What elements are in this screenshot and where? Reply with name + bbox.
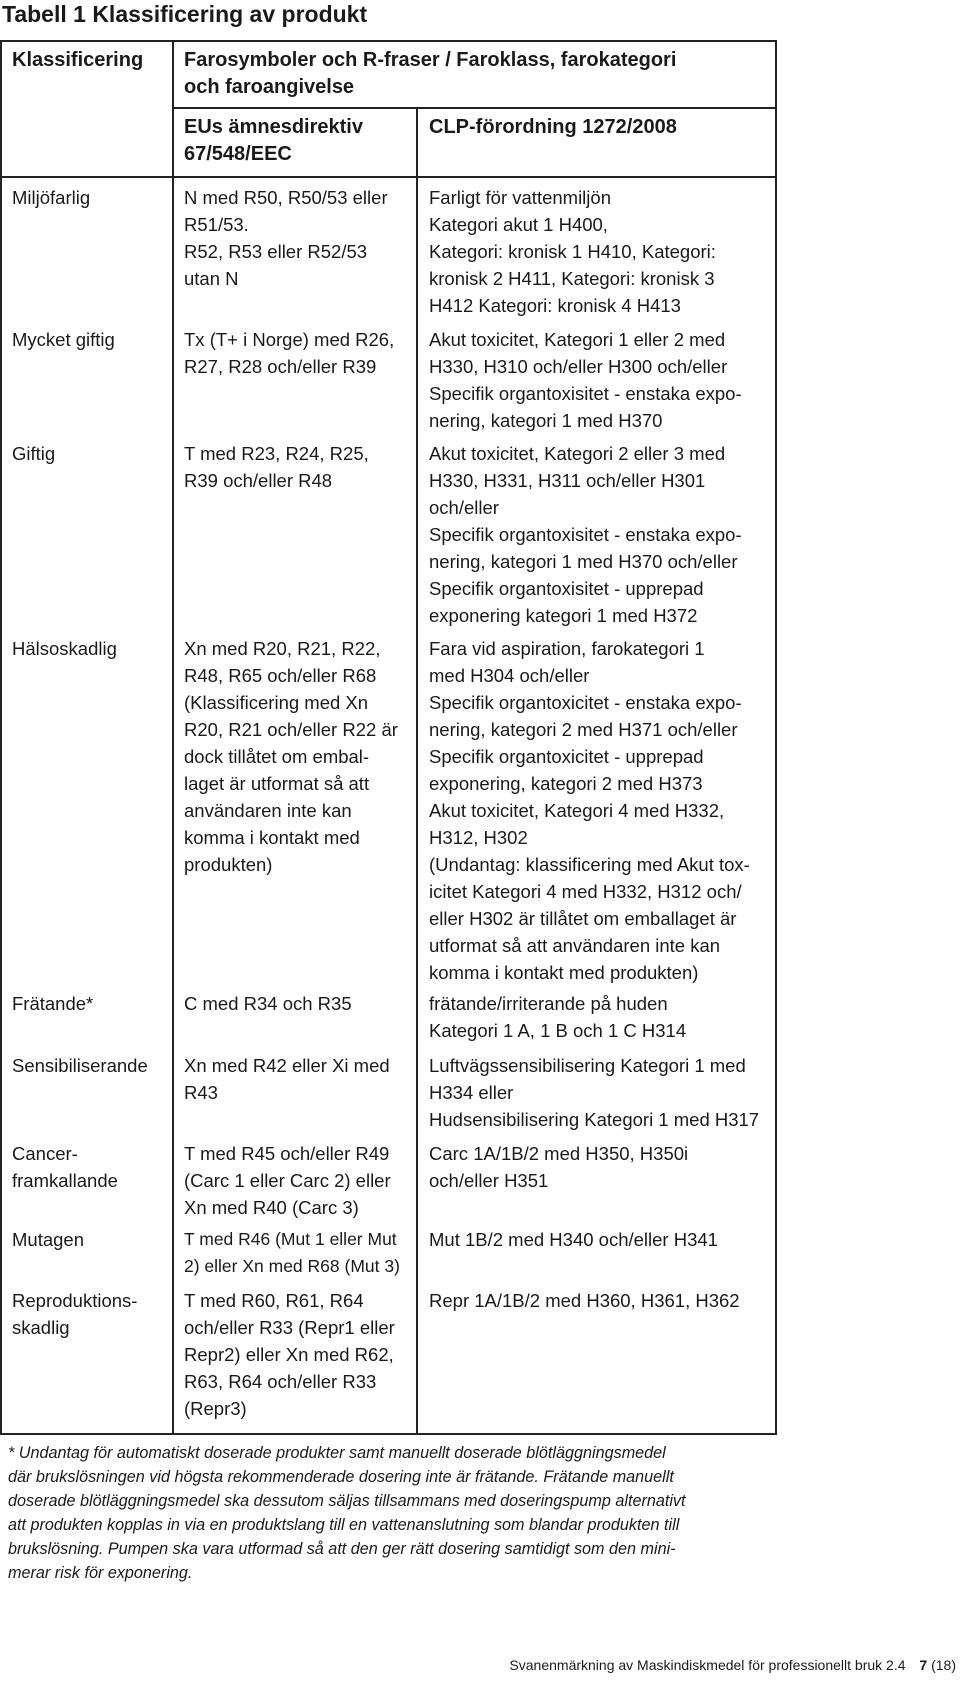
page-number: 7 xyxy=(919,1657,928,1673)
header-farosymboler: Farosymboler och R-fraser / Faroklass, farokategori och faroangivelse xyxy=(184,49,677,98)
row-miljofarlig-eu: N med R50, R50/53 eller R51/53. R52, R53 eller R52/53 utan N xyxy=(184,187,388,289)
row-halsoskadlig-clp: Fara vid aspiration, farokategori 1 med H304 och/eller Specifik organtoxicitet - enstaka expo- nering, kategori 2 med H371 och/eller Specifik organtoxicitet - upprepad exponering, kategori 2 med H373 Akut toxicitet, Kategori 4 med H332, H312, H302 (Undantag: klassificering med Akut tox- icitet Kategori 4 med H332, H312 och/ eller H302 är tillåtet om emballaget är utformat så att användaren inte kan komma i kontakt med produkten) xyxy=(429,638,750,983)
footer-text: Svanenmärkning av Maskindiskmedel för professionellt bruk 2.4 xyxy=(509,1657,906,1673)
row-sensibiliserande-clp: Luftvägssensibilisering Kategori 1 med H334 eller Hudsensibilisering Kategori 1 med H317 xyxy=(429,1055,760,1130)
row-sensibiliserande-eu: Xn med R42 eller Xi med R43 xyxy=(184,1055,390,1103)
row-miljofarlig-class: Miljöfarlig xyxy=(12,187,91,208)
row-giftig-eu: T med R23, R24, R25, R39 och/eller R48 xyxy=(184,443,369,491)
page-total: (18) xyxy=(931,1657,956,1673)
row-mutagen-clp: Mut 1B/2 med H340 och/eller H341 xyxy=(429,1229,718,1250)
footnote: * Undantag för automatiskt doserade produkter samt manuellt doserade blötläggningsmedel där brukslösningen vid högsta rekommenderade dosering inte är frätande. Frätande manuellt doserade blötläggningsmedel ska dessutom säljas tillsammans med doseringspump alternativt att produkten kopplas in via en produktslang till en vattenanslutning som blandar produkten till brukslösning. Pumpen ska vara utformad så att den ger rätt dosering samtidigt som den mini- merar risk för exponering. xyxy=(8,1444,686,1582)
row-halsoskadlig-eu: Xn med R20, R21, R22, R48, R65 och/eller R68 (Klassificering med Xn R20, R21 och/eller R22 är dock tillåtet om embal- laget är utformat så att användaren inte kan komma i kontakt med produkten) xyxy=(184,638,398,875)
divider-header-sub xyxy=(172,107,777,109)
classification-table xyxy=(0,40,777,1435)
row-reproduktionsskadlig-clp: Repr 1A/1B/2 med H360, H361, H362 xyxy=(429,1290,740,1311)
row-sensibiliserande-class: Sensibiliserande xyxy=(12,1055,148,1076)
row-giftig-class: Giftig xyxy=(12,443,56,464)
row-miljofarlig-clp: Farligt för vattenmiljön Kategori akut 1 H400, Kategori: kronisk 1 H410, Kategori: kronisk 2 H411, Kategori: kronisk 3 H412 Kategori: kronisk 4 H413 xyxy=(429,187,716,316)
page-footer xyxy=(486,1655,960,1675)
row-fratande-clp: frätande/irriterande på huden Kategori 1 A, 1 B och 1 C H314 xyxy=(429,993,687,1041)
row-mutagen-eu: T med R46 (Mut 1 eller Mut 2) eller Xn med R68 (Mut 3) xyxy=(184,1229,400,1276)
row-mutagen-class: Mutagen xyxy=(12,1229,84,1250)
row-cancerframkallande-class: Cancer- framkallande xyxy=(12,1143,118,1191)
header-klassificering: Klassificering xyxy=(12,49,144,71)
row-fratande-eu: C med R34 och R35 xyxy=(184,993,352,1014)
divider-col1 xyxy=(172,42,174,1433)
row-cancerframkallande-eu: T med R45 och/eller R49 (Carc 1 eller Carc 2) eller Xn med R40 (Carc 3) xyxy=(184,1143,391,1218)
row-giftig-clp: Akut toxicitet, Kategori 2 eller 3 med H330, H331, H311 och/eller H301 och/eller Specifik organtoxisitet - enstaka expo- nering, kategori 1 med H370 och/eller Specifik organtoxisitet - upprepad exponering kategori 1 med H372 xyxy=(429,443,742,626)
row-mycket-giftig-clp: Akut toxicitet, Kategori 1 eller 2 med H330, H310 och/eller H300 och/eller Specifik organtoxisitet - enstaka expo- nering, kategori 1 med H370 xyxy=(429,329,742,431)
row-fratande-class: Frätande* xyxy=(12,993,94,1014)
row-mycket-giftig-class: Mycket giftig xyxy=(12,329,115,350)
document-title: Tabell 1 Klassificering av produkt xyxy=(2,1,368,27)
row-reproduktionsskadlig-eu: T med R60, R61, R64 och/eller R33 (Repr1 eller Repr2) eller Xn med R62, R63, R64 och/eller R33 (Repr3) xyxy=(184,1290,395,1419)
header-clp: CLP-förordning 1272/2008 xyxy=(429,116,677,138)
row-reproduktionsskadlig-class: Reproduktions- skadlig xyxy=(12,1290,138,1338)
row-cancerframkallande-clp: Carc 1A/1B/2 med H350, H350i och/eller H351 xyxy=(429,1143,689,1191)
divider-header-bottom xyxy=(2,176,777,178)
row-mycket-giftig-eu: Tx (T+ i Norge) med R26, R27, R28 och/eller R39 xyxy=(184,329,395,377)
header-eu-directive: EUs ämnesdirektiv 67/548/EEC xyxy=(184,116,363,165)
row-halsoskadlig-class: Hälsoskadlig xyxy=(12,638,117,659)
divider-col2 xyxy=(416,107,418,1433)
